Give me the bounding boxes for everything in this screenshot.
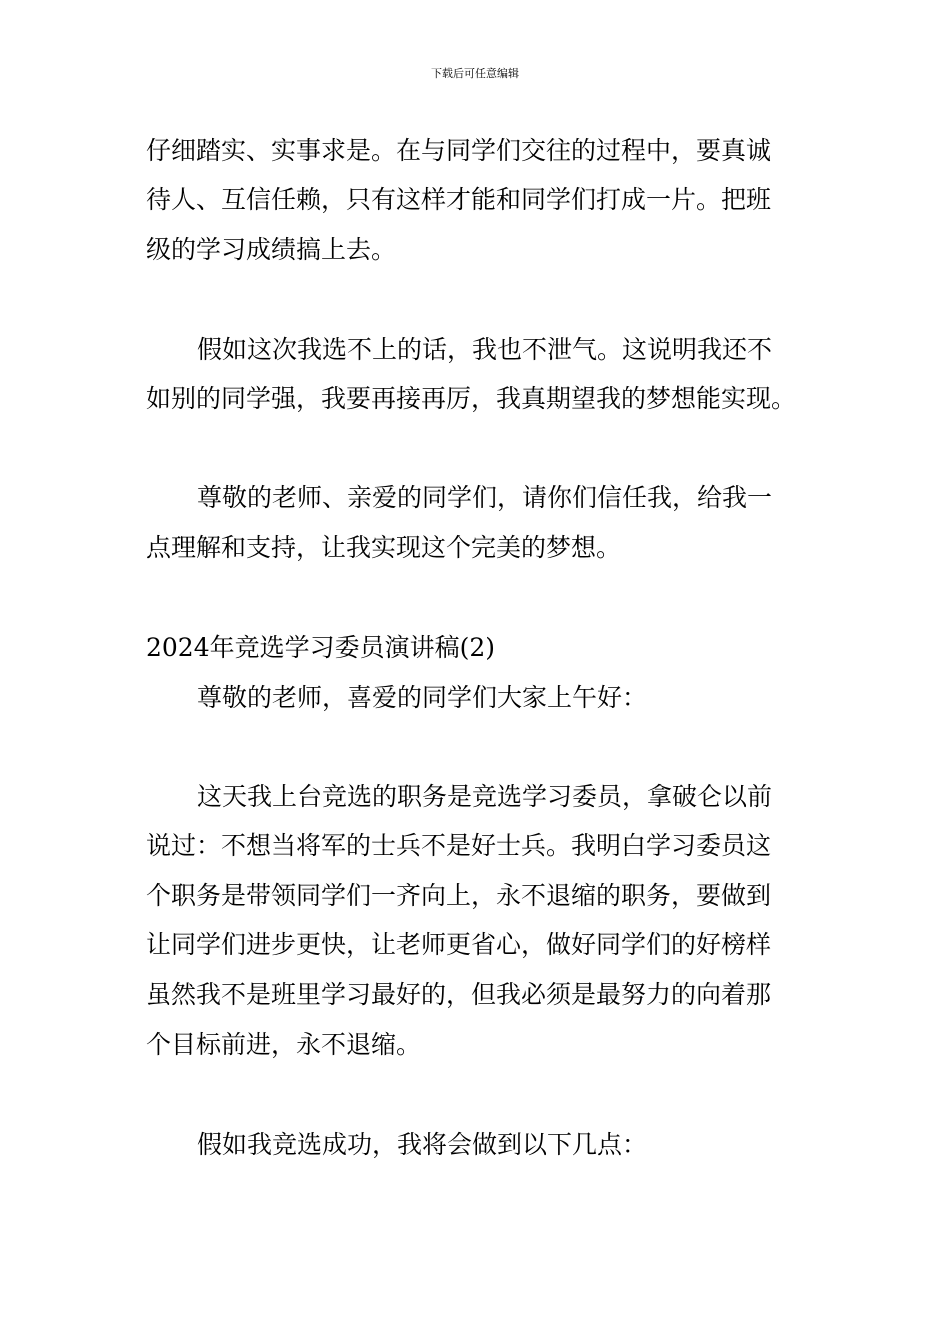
header-note: 下载后可任意编辑: [431, 67, 519, 80]
body-line: 点理解和支持，让我实现这个完美的梦想。: [146, 533, 622, 562]
body-line: 让同学们进步更快，让老师更省心，做好同学们的好榜样: [146, 930, 772, 959]
body-line: 个职务是带领同学们一齐向上，永不退缩的职务，要做到: [146, 881, 772, 910]
body-line: 这天我上台竞选的职务是竞选学习委员，拿破仑以前: [197, 782, 773, 811]
body-line: 尊敬的老师，喜爱的同学们大家上午好：: [197, 683, 648, 712]
body-line: 假如这次我选不上的话，我也不泄气。这说明我还不: [197, 335, 773, 364]
body-line: 假如我竞选成功，我将会做到以下几点：: [197, 1130, 648, 1159]
body-line: 说过：不想当将军的士兵不是好士兵。我明白学习委员这: [146, 831, 772, 860]
body-line: 待人、互信任赖，只有这样才能和同学们打成一片。把班: [146, 185, 772, 214]
body-line: 虽然我不是班里学习最好的，但我必须是最努力的向着那: [146, 980, 772, 1009]
body-line: 级的学习成绩搞上去。: [146, 235, 397, 264]
body-line: 尊敬的老师、亲爱的同学们，请你们信任我，给我一: [197, 483, 773, 512]
section-heading: 2024年竞选学习委员演讲稿(2): [146, 633, 496, 662]
body-line: 仔细踏实、实事求是。在与同学们交往的过程中，要真诚: [146, 136, 772, 165]
body-line: 如别的同学强，我要再接再厉，我真期望我的梦想能实现。: [146, 384, 797, 413]
body-line: 个目标前进，永不退缩。: [146, 1030, 422, 1059]
